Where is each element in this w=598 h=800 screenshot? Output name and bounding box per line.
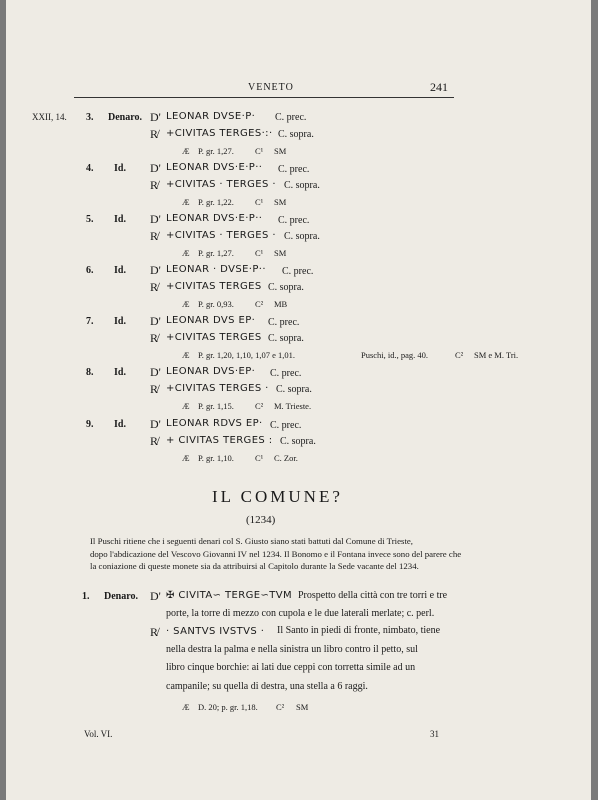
reverse-symbol: R̸	[150, 127, 159, 141]
rarity: C¹	[255, 248, 264, 258]
reverse-description: C. sopra.	[276, 384, 312, 395]
entry-number: 7.	[86, 316, 94, 327]
obverse-symbol: D'	[150, 365, 161, 379]
reverse-legend: · SANTVS IVSTVS ·	[166, 626, 265, 637]
obverse-symbol: D'	[150, 417, 161, 431]
obverse-description: C. prec.	[268, 317, 300, 328]
intro-line: dopo l'abdicazione del Vescovo Giovanni IV nel 1234. Il Bonomo e il Fontana invece sono del parere che	[90, 548, 462, 559]
entry-number: 3.	[86, 112, 94, 123]
reverse-description: C. sopra.	[278, 129, 314, 140]
rarity: C¹	[255, 453, 264, 463]
entry-label: Id.	[114, 316, 126, 327]
collection: SM	[274, 146, 287, 156]
intro-line: la coniazione di queste monete sia da attribuirsi al Capitolo durante la Sede vacante del 1234.	[90, 561, 419, 571]
page	[6, 0, 591, 800]
rarity: C²	[255, 299, 264, 309]
weight: P. gr. 1,27.	[198, 248, 234, 258]
obverse-symbol: D'	[150, 314, 161, 328]
reverse-symbol: R̸	[150, 434, 159, 448]
obverse-legend: LEONAR DVS·EP·	[166, 366, 256, 377]
weight: P. gr. 1,20, 1,10, 1,07 e 1,01.	[198, 350, 296, 360]
obverse-description-line: porte, la torre di mezzo con cupola e le due laterali merlate; c. perl.	[166, 608, 435, 619]
rarity: C¹	[255, 146, 264, 156]
weight: P. gr. 1,22.	[198, 197, 234, 207]
intro-paragraph	[90, 535, 461, 573]
reverse-description: C. sopra.	[284, 180, 320, 191]
reverse-description-line: campanile; su quella di destra, una stella a 6 raggi.	[166, 681, 368, 692]
weight: P. gr. 1,15.	[198, 401, 234, 411]
obverse-description: C. prec.	[278, 215, 310, 226]
obverse-symbol: D'	[150, 212, 161, 226]
collection: C. Zor.	[274, 453, 298, 463]
reverse-description: C. sopra.	[268, 282, 304, 293]
entry-number: 5.	[86, 214, 94, 225]
reverse-symbol: R̸	[150, 178, 159, 192]
collection: SM	[274, 248, 287, 258]
reverse-symbol: R̸	[150, 229, 159, 243]
collection: SM e M. Tri.	[474, 350, 519, 360]
obverse-legend: LEONAR · DVSE·P··	[166, 264, 266, 275]
reverse-legend: +CIVITAS TERGES	[166, 281, 262, 292]
obverse-symbol: D'	[150, 589, 161, 603]
metal-mark: Æ	[182, 197, 190, 207]
entry-number: 9.	[86, 419, 94, 430]
page-number: 241	[430, 80, 448, 94]
reverse-legend: +CIVITAS · TERGES ·	[166, 179, 276, 190]
weight: P. gr. 0,93.	[198, 299, 234, 309]
obverse-description-line: Prospetto della città con tre torri e tre	[298, 590, 448, 601]
reverse-symbol: R̸	[150, 280, 159, 294]
weight: D. 20; p. gr. 1,18.	[198, 702, 258, 712]
reverse-symbol: R̸	[150, 625, 159, 639]
rarity: C²	[455, 350, 464, 360]
reverse-description: C. sopra.	[280, 436, 316, 447]
metal-mark: Æ	[182, 299, 190, 309]
entry-label: Id.	[114, 214, 126, 225]
running-title: VENETO	[248, 82, 294, 93]
entry-label: Id.	[114, 367, 126, 378]
collection: SM	[296, 702, 309, 712]
metal-mark: Æ	[182, 401, 190, 411]
obverse-symbol: D'	[150, 263, 161, 277]
source-citation: Puschi, id., pag. 40.	[361, 350, 429, 360]
weight: P. gr. 1,10.	[198, 453, 234, 463]
entry-number: 4.	[86, 163, 94, 174]
entry-label: Id.	[114, 265, 126, 276]
obverse-legend: LEONAR DVS·E·P··	[166, 162, 263, 173]
obverse-symbol: D'	[150, 161, 161, 175]
collection: M. Trieste.	[274, 401, 312, 411]
entry-label: Denaro.	[108, 112, 142, 123]
rarity: C²	[276, 702, 285, 712]
reverse-description: C. sopra.	[284, 231, 320, 242]
entry-number: 8.	[86, 367, 94, 378]
reverse-description-line: libro cinque borchie: ai lati due ceppi con torretta simile ad un	[166, 662, 416, 673]
obverse-description: C. prec.	[270, 420, 302, 431]
rarity: C¹	[255, 197, 264, 207]
reverse-description: C. sopra.	[268, 333, 304, 344]
intro-line: Il Puschi ritiene che i seguenti denari col S. Giusto siano stati battuti dal Comune di Trieste,	[90, 536, 413, 546]
obverse-description: C. prec.	[282, 266, 314, 277]
metal-mark: Æ	[182, 248, 190, 258]
weight: P. gr. 1,27.	[198, 146, 234, 156]
reverse-symbol: R̸	[150, 331, 159, 345]
metal-mark: Æ	[182, 146, 190, 156]
obverse-legend: LEONAR DVSE·P·	[166, 111, 256, 122]
metal-mark: Æ	[182, 350, 190, 360]
obverse-legend: LEONAR RDVS EP·	[166, 418, 263, 429]
entry-number: 1.	[82, 591, 90, 602]
reverse-legend: +CIVITAS TERGES ·	[166, 383, 269, 394]
section-year: (1234)	[246, 514, 276, 526]
metal-mark: Æ	[182, 702, 190, 712]
signature-mark: 31	[430, 729, 439, 739]
reverse-legend: + CIVITAS TERGES :	[166, 435, 273, 446]
collection: MB	[274, 299, 288, 309]
obverse-description: C. prec.	[275, 112, 307, 123]
metal-mark: Æ	[182, 453, 190, 463]
reverse-description-line: Il Santo in piedi di fronte, nimbato, tiene	[277, 625, 441, 636]
plate-reference: XXII, 14.	[32, 112, 67, 122]
header-rule	[74, 97, 454, 98]
collection: SM	[274, 197, 287, 207]
obverse-legend: ✠ CIVITA∽ TERGE∽TVM	[166, 590, 293, 601]
reverse-legend: +CIVITAS TERGES·:·	[166, 128, 273, 139]
entry-label: Denaro.	[104, 591, 138, 602]
reverse-symbol: R̸	[150, 382, 159, 396]
obverse-symbol: D'	[150, 110, 161, 124]
obverse-description: C. prec.	[270, 368, 302, 379]
rarity: C²	[255, 401, 264, 411]
volume-label: Vol. VI.	[84, 729, 113, 739]
entry-label: Id.	[114, 419, 126, 430]
obverse-description: C. prec.	[278, 164, 310, 175]
obverse-legend: LEONAR DVS·E·P··	[166, 213, 263, 224]
reverse-legend: +CIVITAS · TERGES ·	[166, 230, 276, 241]
reverse-description-line: nella destra la palma e nella sinistra un libro contro il petto, sul	[166, 644, 418, 655]
entry-label: Id.	[114, 163, 126, 174]
entry-number: 6.	[86, 265, 94, 276]
section-title: IL COMUNE?	[212, 487, 343, 506]
obverse-legend: LEONAR DVS EP·	[166, 315, 256, 326]
reverse-legend: +CIVITAS TERGES	[166, 332, 262, 343]
